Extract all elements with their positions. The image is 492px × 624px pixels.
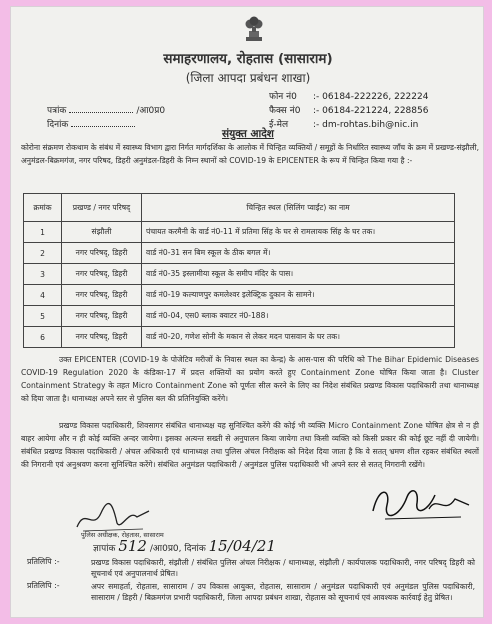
table-row	[24, 285, 455, 306]
memo-mid: /आ0प्र0, दिनांक	[149, 544, 206, 554]
email-label: ई-मेल	[269, 120, 289, 130]
document-page	[10, 6, 484, 618]
memo-prefix: ज्ञापांक	[93, 544, 116, 554]
col-block: प्रखण्ड / नगर परिषद्	[62, 194, 142, 222]
fax-label: फैक्स नं0	[269, 106, 301, 116]
row-place: वार्ड नं0-04, एस0 ब्लाक क्वाटर नं0-188।	[142, 306, 455, 327]
branch-title: (जिला आपदा प्रबंधन शाखा)	[185, 71, 311, 85]
table-header-row	[24, 194, 455, 222]
row-place: वार्ड नं0-31 सन बिम स्कूल के ठीक बगल में।	[142, 243, 455, 264]
row-block: नगर परिषद्, डिहरी	[62, 285, 142, 306]
office-title: समाहरणालय, रोहतास (सासाराम)	[163, 51, 333, 67]
monitoring-paragraph: प्रखण्ड विकास पदाधिकारी, शिवसागर संबंधित थानाध्यक्ष यह सुनिश्चित करेंगे की कोई भी व्यक्ति Micro Containment Zone घोषित क्षेत्र से न ही बाहर आयेगा और न ही कोई व्यक्ति अन्दर जायेगा। इसका अत्यन्त सख्ती से अनुपालन किया जायेगा तथा किसी व्यक्ति को किसी प्रकार की कोई छूट नहीं दी जायेगी। संबंधित प्रखण्ड विकास पदाधिकारी / अंचल अधिकारी एवं थानाध्यक्ष तथा पुलिस अंचल निरीक्षक को निदेश दिया जाता है कि वे सतत् भ्रमण शील रहकर संबंधित स्थलों की निगरानी एवं अनुश्रवण करना सुनिश्चित करेंगे। संबंधित अनुमंडल पदाधिकारी / अनुमंडल पुलिस पदाधिकारी भी अपने स्तर से सतत् निगरानी रखेंगे।	[21, 421, 479, 469]
intro-paragraph: कोरोना संक्रमण रोकथाम के संबंध में स्वास्थ्य विभाग द्वारा निर्गत मार्गदर्शिका के आलोक में चिन्हित व्यक्तियों / समूहों के निर्धारित स्वास्थ्य जाँच के क्रम में प्रखण्ड-संझौली, अनुमंडल-बिक्रमगंज, नगर परिषद, डिहरी अनुमंडल-डिहरी के निम्न स्थानों को COVID-19 के EPICENTER के रूप में चिन्हित किया गया है :-	[21, 143, 479, 165]
copy-text-2: अपर समाहर्ता, रोहतास, सासाराम / उप विकास आयुक्त, रोहतास, सासाराम / अनुमंडल पदाधिकारी एवं अनुमंडल पुलिस पदाधिकारी, सासाराम / डिहरी / बिक्रमगंज प्रभारी पदाधिकारी, जिला आपदा प्रबंधन शाखा, रोहतास को सूचनार्थ एवं आवश्यक कार्रवाई हेतु प्रेषित।	[91, 582, 475, 602]
row-place: वार्ड नं0-19 कल्याणपुर कमलेश्वर इलेक्ट्रिक दुकान के सामने।	[142, 285, 455, 306]
signature-right-icon	[365, 475, 475, 525]
patrank-label: पत्रांक	[47, 106, 67, 116]
fax-line	[269, 103, 428, 116]
row-serial: 4	[24, 285, 62, 306]
signature-left-title: पुलिस अधीक्षक, रोहतास, सासाराम	[81, 531, 164, 539]
order-title: संयुक्त आदेश	[222, 128, 274, 140]
copy-label-1: प्रतिलिपि :-	[27, 557, 60, 566]
patrank-suffix: /आ0प्र0	[136, 106, 166, 116]
row-place: वार्ड नं0-20, गणेश सोनी के मकान से लेकर मदन पासवान के घर तक।	[142, 327, 455, 348]
fax-value: :- 06184-221224, 228856	[313, 106, 429, 116]
phone-value: :- 06184-222226, 222224	[313, 92, 429, 102]
patrank-line	[47, 103, 165, 116]
memo-number: 512	[118, 537, 147, 555]
table-row	[24, 264, 455, 285]
copy-text-1: प्रखण्ड विकास पदाधिकारी, संझौली / संबंधित पुलिस अंचल निरीक्षक / थानाध्यक्ष, संझौली / कार्यपालक पदाधिकारी, नगर परिषद् डिहरी को सूचनार्थ एवं अनुपालनार्थ प्रेषित।	[91, 558, 475, 578]
email-value: :- dm-rohtas.bih@nic.in	[313, 120, 419, 130]
row-block: नगर परिषद्, डिहरी	[62, 243, 142, 264]
row-serial: 2	[24, 243, 62, 264]
row-block: संझौली	[62, 222, 142, 243]
phone-label: फोन नं0	[269, 92, 297, 102]
table-row	[24, 306, 455, 327]
row-place: वार्ड नं0-35 इस्लामीया स्कूल के समीप मंदिर के पास।	[142, 264, 455, 285]
table-row	[24, 243, 455, 264]
row-serial: 6	[24, 327, 62, 348]
epicenter-table	[23, 193, 455, 348]
table-row	[24, 222, 455, 243]
containment-paragraph: उक्त EPICENTER (COVID-19 के पोजेटिव मरीजों के निवास स्थल का केन्द्र) के आस-पास की परिधि को The Bihar Epidemic Diseases COVID-19 Regulation 2020 के कंडिका-17 में प्रदत्त शक्तियों का प्रयोग करते हुए Containment Zone घोषित किया जाता है। Cluster Containment Strategy के तहत Micro Containment Zone को पूर्णतः सील करने के लिए का निदेश संबंधित प्रखण्ड विकास पदाधिकारी तथा थानाध्यक्ष को दिया जाता है। थानाध्यक्ष अपने स्तर से पुलिस बल की प्रतिनियुक्ति करेंगे।	[21, 355, 479, 403]
copy-label-2: प्रतिलिपि :-	[27, 581, 60, 590]
phone-line	[269, 89, 428, 102]
row-block: नगर परिषद्, डिहरी	[62, 327, 142, 348]
memo-line	[93, 537, 276, 555]
row-serial: 1	[24, 222, 62, 243]
row-block: नगर परिषद्, डिहरी	[62, 264, 142, 285]
row-block: नगर परिषद्, डिहरी	[62, 306, 142, 327]
dinank-label: दिनांक	[47, 120, 69, 130]
memo-date: 15/04/21	[208, 537, 276, 555]
signature-left-icon	[73, 501, 153, 535]
col-place: चिन्हित स्थल (सिलिंग प्वाईंट) का नाम	[142, 194, 455, 222]
row-serial: 5	[24, 306, 62, 327]
table-row	[24, 327, 455, 348]
row-place: पंचायत करमैनी के वार्ड नं0-11 में प्रतिमा सिंह के घर से रामलायक सिंह के घर तक।	[142, 222, 455, 243]
state-emblem-icon	[243, 13, 265, 43]
row-serial: 3	[24, 264, 62, 285]
col-serial: क्रमांक	[24, 194, 62, 222]
